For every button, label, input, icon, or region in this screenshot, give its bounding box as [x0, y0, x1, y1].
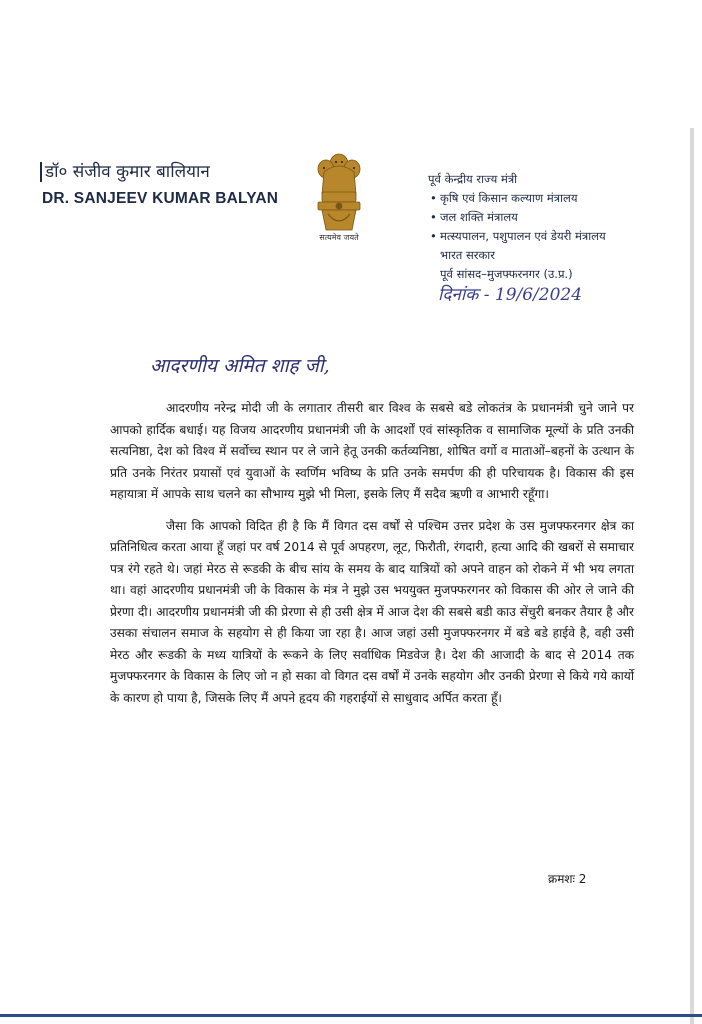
emblem-motto: सत्यमेव जयते — [319, 233, 359, 242]
sender-name-english: DR. SANJEEV KUMAR BALYAN — [42, 190, 279, 207]
ministry-list — [428, 189, 686, 246]
letter-body — [110, 398, 634, 719]
handwritten-date: दिनांक - 19/6/2024 — [438, 285, 583, 305]
ministry-item: • जल शक्ति मंत्रालय — [428, 208, 686, 227]
page-continuation: क्रमशः 2 — [548, 872, 587, 886]
state-emblem-icon — [300, 150, 378, 242]
government-label: भारत सरकार — [440, 248, 495, 262]
body-paragraph: आदरणीय नरेन्द्र मोदी जी के लगातार तीसरी बार विश्व के सबसे बडे लोकतंत्र के प्रधानमंत्री चुने जाने पर आपको हार्दिक बधाई। यह विजय आदरणीय प्रधानमंत्री जी के आदर्शों एवं सांस्कृतिक व सामाजिक मूल्यों के प्रति उनकी सत्यनिष्ठा, देश को विश्व में सर्वोच्च स्थान पर ले जाने हेतू उनकी कर्तव्यनिष्ठा, शोषित वर्गो व माताओं–बहनों के उत्थान के प्रति उनके निरंतर प्रयासों एवं युवाओं के स्वर्णिम भविष्य के प्रति उनके समर्पण की ही परिचायक है। विकास की इस महायात्रा में आपके साथ चलने का सौभाग्य मुझे भी मिला, इसके लिए मैं सदैव ऋणी व आभारी रहूँगा। — [110, 401, 634, 501]
ministry-item: • कृषि एवं किसान कल्याण मंत्रालय — [428, 189, 686, 208]
bottom-rule — [0, 1014, 702, 1017]
sender-name-hindi: डॉ० संजीव कुमार बालियान — [40, 162, 210, 182]
former-mp-label: पूर्व सांसद–मुजफ्फरनगर (उ.प्र.) — [440, 267, 573, 281]
body-paragraph: जैसा कि आपको विदित ही है कि मैं विगत दस वर्षों से पश्चिम उत्तर प्रदेश के उस मुजफ्फरनगर क्षेत्र का प्रतिनिधित्व करता आया हूँ जहां पर वर्ष 2014 से पूर्व अपहरण, लूट, फिरौती, रंगदारी, हत्या आदि की खबरों से समाचार पत्र रंगे रहते थे। जहां मेरठ से रूडकी के बीच सांय के समय के बाद यात्रियों को अपने वाहन को रोकने में भी भय लगता था। वहां आदरणीय प्रधानमंत्री जी के विकास के मंत्र ने मुझे उस भययुक्त मुजफ्फरगनर को विकास की ओर ले जाने की प्रेरणा दी। आदरणीय प्रधानमंत्री जी की प्रेरणा से ही उसी क्षेत्र में आज देश की सबसे बडी काउ सेंचुरी बनकर तैयार है और उसका संचालन समाज के सहयोग से ही किया जा रहा है। आज जहां उसी मुजफ्फरनगर में बडे बडे हाईवे है, वही उसी मेरठ और रूडकी के मध्य यात्रियों के रूकने के लिए सर्वाधिक मिडवेज है। देश की आजादी के बाद से 2014 तक मुजफ्फरनगर के विकास के लिए जो न हो सका वो विगत दस वर्षों में उनके सहयोग और उनकी प्रेरणा से किये गये कार्यो के कारण हो पाया है, जिसके लिए मैं अपने हृदय की गहराईयों से साधुवाद अर्पित करता हूँ। — [110, 518, 634, 705]
scan-edge — [690, 128, 694, 1024]
ministry-item: • मत्स्यपालन, पशुपालन एवं डेयरी मंत्रालय — [428, 227, 686, 246]
designation-title: पूर्व केन्द्रीय राज्य मंत्री — [428, 172, 518, 186]
designation-block — [428, 170, 686, 284]
handwritten-salutation: आदरणीय अमित शाह जी, — [150, 355, 330, 377]
